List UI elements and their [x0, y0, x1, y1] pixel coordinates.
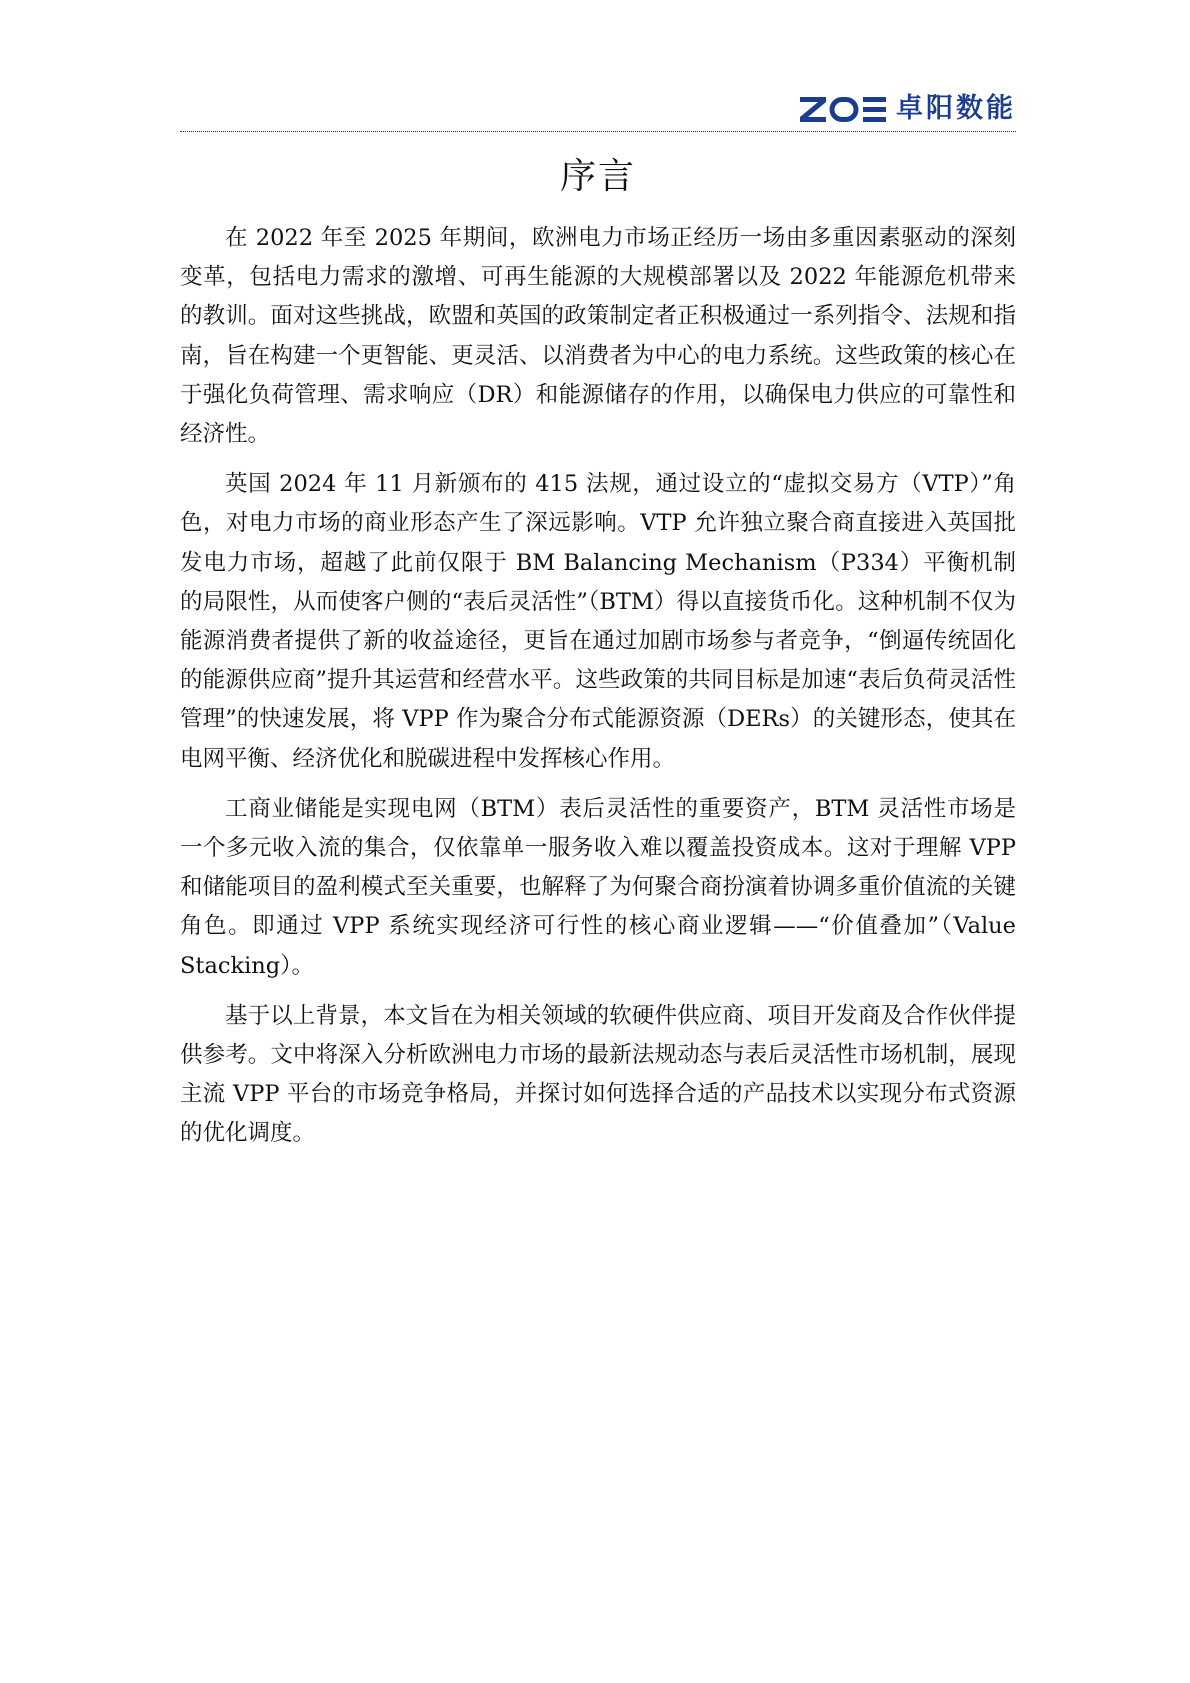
company-name: 卓阳数能	[896, 93, 1016, 124]
company-logo	[800, 92, 1016, 126]
header-divider	[180, 131, 1016, 132]
document-body	[180, 219, 1016, 1165]
page-header	[180, 88, 1016, 132]
paragraph: 工商业储能是实现电网（BTM）表后灵活性的重要资产，BTM 灵活性市场是一个多元收入流的集合，仅依靠单一服务收入难以覆盖投资成本。这对于理解 VPP 和储能项目的盈利模式至关重要，也解释了为何聚合商扮演着协调多重价值流的关键角色。即通过 VPP 系统实现经济可行性的核心商业逻辑——“价值叠加”（Value Stacking）。	[180, 795, 1016, 979]
paragraph: 基于以上背景，本文旨在为相关领域的软硬件供应商、项目开发商及合作伙伴提供参考。文中将深入分析欧洲电力市场的最新法规动态与表后灵活性市场机制，展现主流 VPP 平台的市场竞争格局，并探讨如何选择合适的产品技术以实现分布式资源的优化调度。	[180, 1002, 1016, 1147]
page-title: 序言	[559, 156, 636, 197]
paragraph: 英国 2024 年 11 月新颁布的 415 法规，通过设立的“虚拟交易方（VTP）”角色，对电力市场的商业形态产生了深远影响。VTP 允许独立聚合商直接进入英国批发电力市场，超越了此前仅限于 BM Balancing Mechanism（P334）平衡机制的局限性，从而使客户侧的“表后灵活性”（BTM）得以直接货币化。这种机制不仅为能源消费者提供了新的收益途径，更旨在通过加剧市场参与者竞争，“倒逼传统固化的能源供应商”提升其运营和经营水平。这些政策的共同目标是加速“表后负荷灵活性管理”的快速发展，将 VPP 作为聚合分布式能源资源（DERs）的关键形态，使其在电网平衡、经济优化和脱碳进程中发挥核心作用。	[180, 471, 1016, 772]
paragraph: 在 2022 年至 2025 年期间，欧洲电力市场正经历一场由多重因素驱动的深刻变革，包括电力需求的激增、可再生能源的大规模部署以及 2022 年能源危机带来的教训。面对这些挑战，欧盟和英国的政策制定者正积极通过一系列指令、法规和指南，旨在构建一个更智能、更灵活、以消费者为中心的电力系统。这些政策的核心在于强化负荷管理、需求响应（DR）和能源储存的作用，以确保电力供应的可靠性和经济性。	[180, 225, 1016, 448]
zoe-logo-mark	[800, 94, 886, 124]
